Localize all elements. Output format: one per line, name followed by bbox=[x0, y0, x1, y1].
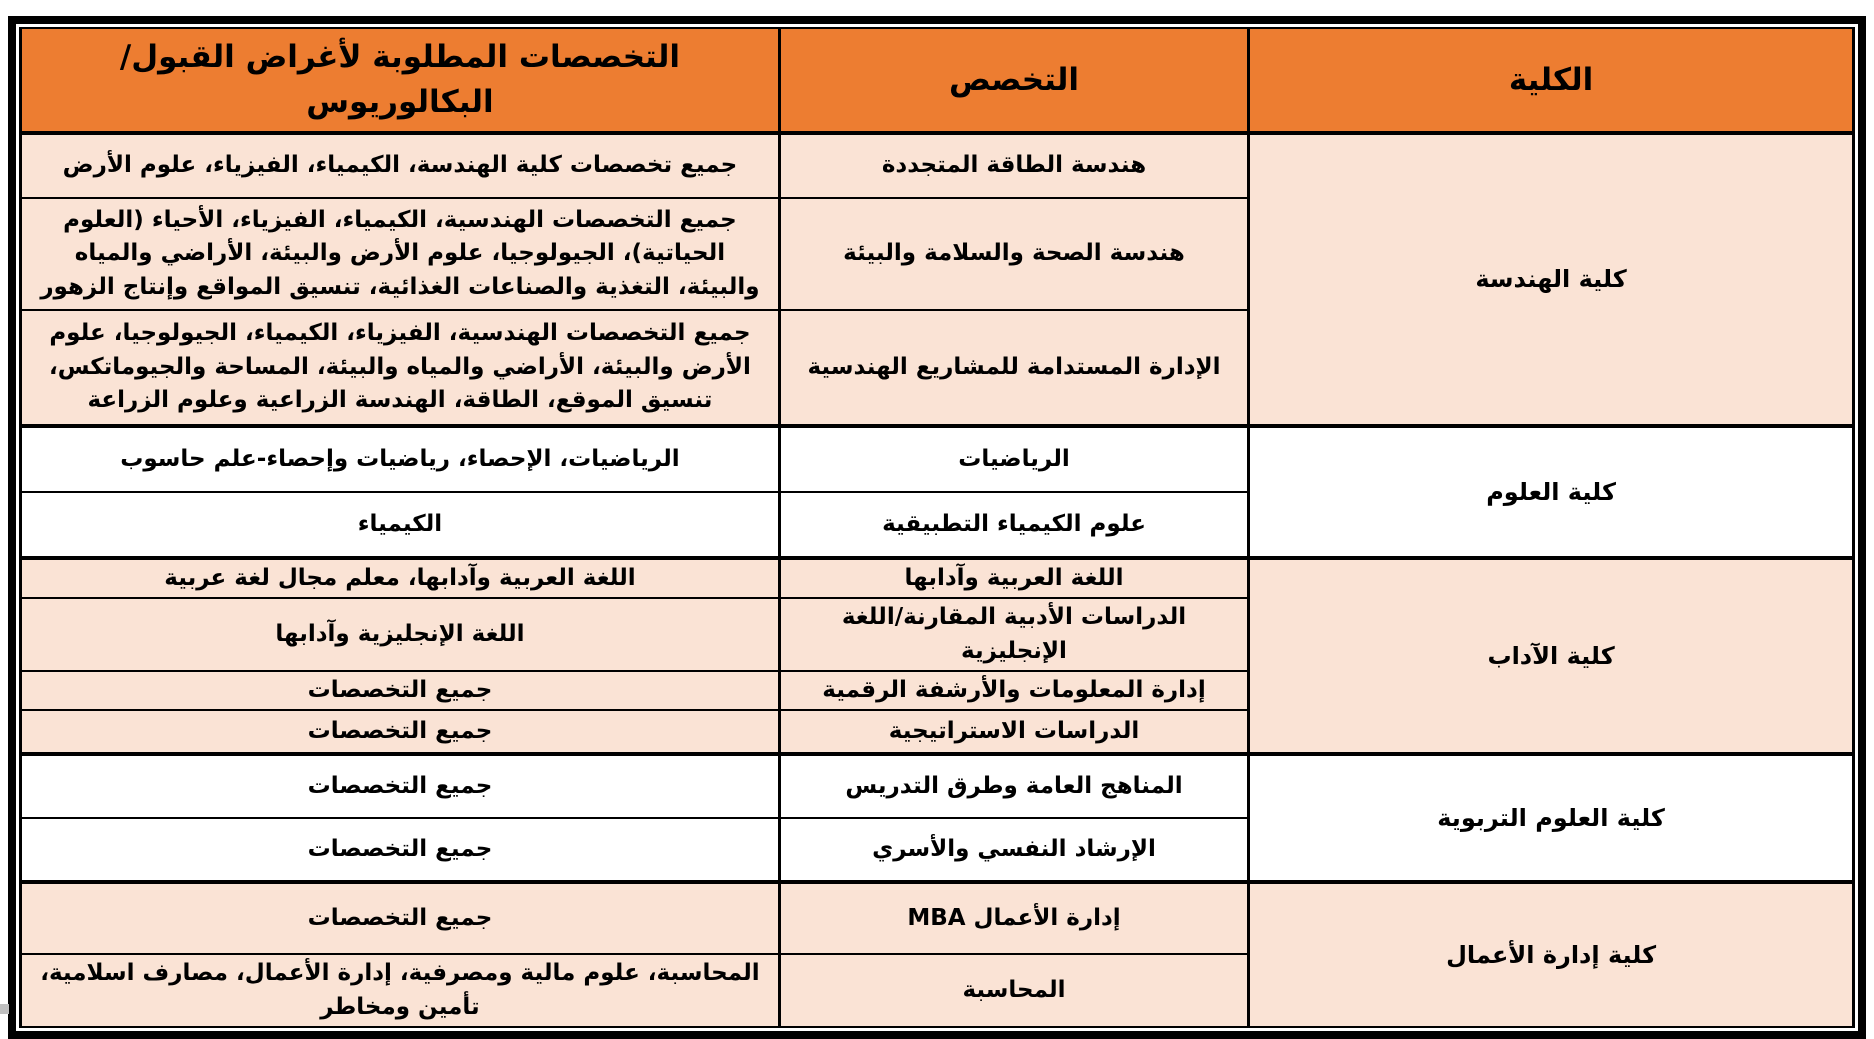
admissions-table bbox=[19, 27, 1855, 1028]
college-cell-science: كلية العلوم bbox=[1249, 426, 1854, 558]
spec-cell-psychological-family-counseling: الإرشاد النفسي والأسري bbox=[779, 818, 1248, 882]
spec-cell-strategic-studies: الدراسات الاستراتيجية bbox=[779, 710, 1248, 754]
req-cell-arabic-language: اللغة العربية وآدابها، معلم مجال لغة عربية bbox=[21, 558, 780, 598]
req-cell-mathematics: الرياضيات، الإحصاء، رياضيات وإحصاء-علم حاسوب bbox=[21, 426, 780, 492]
spec-cell-mba: إدارة الأعمال MBA bbox=[779, 882, 1248, 954]
req-cell-mba: جميع التخصصات bbox=[21, 882, 780, 954]
header-college: الكلية bbox=[1249, 28, 1854, 133]
req-cell-psychological-family-counseling: جميع التخصصات bbox=[21, 818, 780, 882]
table-row bbox=[21, 882, 1854, 954]
req-cell-accounting: المحاسبة، علوم مالية ومصرفية، إدارة الأعمال، مصارف اسلامية، تأمين ومخاطر bbox=[21, 954, 780, 1027]
college-cell-engineering: كلية الهندسة bbox=[1249, 133, 1854, 426]
college-cell-arts: كلية الآداب bbox=[1249, 558, 1854, 754]
table-row bbox=[21, 133, 1854, 198]
spec-cell-applied-chemistry: علوم الكيمياء التطبيقية bbox=[779, 492, 1248, 558]
req-cell-comparative-literary-english: اللغة الإنجليزية وآدابها bbox=[21, 598, 780, 671]
table-row bbox=[21, 426, 1854, 492]
spec-cell-sustainable-projects: الإدارة المستدامة للمشاريع الهندسية bbox=[779, 310, 1248, 426]
header-specialization: التخصص bbox=[779, 28, 1248, 133]
header-requirements: التخصصات المطلوبة لأغراض القبول/البكالوريوس bbox=[21, 28, 780, 133]
table-outer-frame bbox=[8, 16, 1866, 1039]
table-resize-handle bbox=[0, 1004, 9, 1014]
spec-cell-accounting: المحاسبة bbox=[779, 954, 1248, 1027]
header-row bbox=[21, 28, 1854, 133]
spec-cell-curricula-teaching: المناهج العامة وطرق التدريس bbox=[779, 754, 1248, 818]
spec-cell-arabic-language: اللغة العربية وآدابها bbox=[779, 558, 1248, 598]
spec-cell-health-safety-env: هندسة الصحة والسلامة والبيئة bbox=[779, 198, 1248, 310]
req-cell-applied-chemistry: الكيمياء bbox=[21, 492, 780, 558]
spec-cell-comparative-literary-english: الدراسات الأدبية المقارنة/اللغة الإنجليزية bbox=[779, 598, 1248, 671]
req-cell-strategic-studies: جميع التخصصات bbox=[21, 710, 780, 754]
spec-cell-mathematics: الرياضيات bbox=[779, 426, 1248, 492]
spec-cell-renewable-energy: هندسة الطاقة المتجددة bbox=[779, 133, 1248, 198]
spec-cell-information-management: إدارة المعلومات والأرشفة الرقمية bbox=[779, 671, 1248, 710]
table-row bbox=[21, 754, 1854, 818]
req-cell-renewable-energy: جميع تخصصات كلية الهندسة، الكيمياء، الفيزياء، علوم الأرض bbox=[21, 133, 780, 198]
req-cell-sustainable-projects: جميع التخصصات الهندسية، الفيزياء، الكيمياء، الجيولوجيا، علوم الأرض والبيئة، الأراضي والمياه والبيئة، المساحة والجيوماتكس، تنسيق الموقع، الطاقة، الهندسة الزراعية وعلوم الزراعة bbox=[21, 310, 780, 426]
req-cell-information-management: جميع التخصصات bbox=[21, 671, 780, 710]
req-cell-health-safety-env: جميع التخصصات الهندسية، الكيمياء، الفيزياء، الأحياء (العلوم الحياتية)، الجيولوجيا، علوم الأرض والبيئة، الأراضي والمياه والبيئة، التغذية والصناعات الغذائية، تنسيق المواقع وإنتاج الزهور bbox=[21, 198, 780, 310]
req-cell-curricula-teaching: جميع التخصصات bbox=[21, 754, 780, 818]
college-cell-educational-sciences: كلية العلوم التربوية bbox=[1249, 754, 1854, 882]
table-row bbox=[21, 558, 1854, 598]
college-cell-business: كلية إدارة الأعمال bbox=[1249, 882, 1854, 1027]
